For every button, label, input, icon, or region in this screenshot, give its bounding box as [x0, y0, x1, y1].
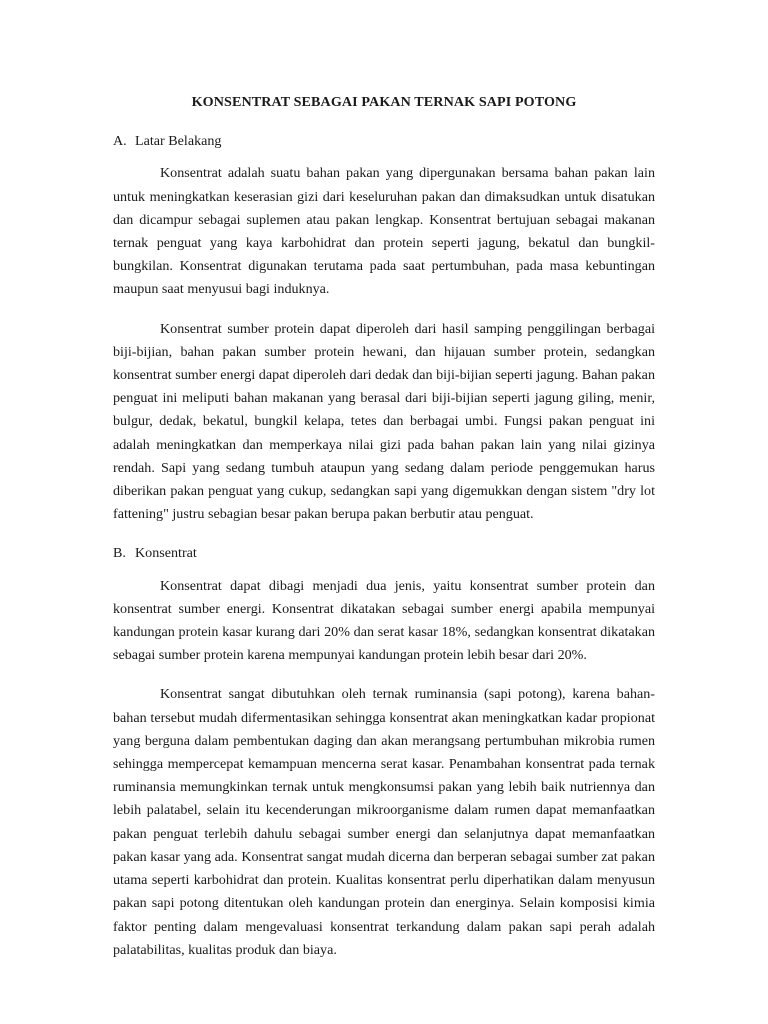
paragraph: Konsentrat adalah suatu bahan pakan yang dipergunakan bersama bahan pakan lain untuk meningkatkan keserasian gizi dari keseluruhan pakan dan dimaksudkan untuk disatukan dan dicampur sebagai suplemen atau pakan lengkap. Konsentrat bertujuan sebagai makanan ternak penguat yang kaya karbohidrat dan protein seperti jagung, bekatul dan bungkil-bungkilan. Konsentrat digunakan terutama pada saat pertumbuhan, pada masa kebuntingan maupun saat menyusui bagi induknya. — [113, 165, 655, 298]
paragraph: Konsentrat dapat dibagi menjadi dua jenis, yaitu konsentrat sumber protein dan konsentrat sumber energi. Konsentrat dikatakan sebagai sumber energi apabila mempunyai kandungan protein kasar kurang dari 20% dan serat kasar 18%, sedangkan konsentrat dikatakan sebagai sumber protein karena mempunyai kandungan protein lebih besar dari 20%. — [113, 577, 655, 664]
document-title: KONSENTRAT SEBAGAI PAKAN TERNAK SAPI POTONG — [191, 94, 577, 110]
document-body — [113, 91, 655, 962]
section-number: B. — [113, 545, 126, 562]
paragraph: Konsentrat sumber protein dapat diperoleh dari hasil samping penggilingan berbagai biji-bijian, bahan pakan sumber protein hewani, dan hijauan sumber protein, sedangkan konsentrat sumber energi dapat diperoleh dari dedak dan biji-bijian seperti jagung. Bahan pakan penguat ini meliputi bahan makanan yang berasal dari biji-bijian seperti jagung giling, menir, bulgur, dedak, bekatul, bungkil kelapa, tetes dan berbagai umbi. Fungsi pakan penguat ini adalah meningkatkan dan memperkaya nilai gizi pada bahan pakan lain yang nilai gizinya rendah. Sapi yang sedang tumbuh ataupun yang sedang dalam periode penggemukan harus diberikan pakan penguat yang cukup, sedangkan sapi yang digemukkan dengan sistem "dry lot fattening" justru sebagian besar pakan berupa pakan berbutir atau penguat. — [113, 320, 655, 523]
section-title: Konsentrat — [135, 545, 197, 562]
section-title: Latar Belakang — [135, 133, 222, 150]
section-heading-latar-belakang — [113, 130, 655, 153]
section-number: A. — [113, 133, 127, 150]
section-heading-konsentrat — [113, 542, 655, 565]
paragraph: Konsentrat sangat dibutuhkan oleh ternak ruminansia (sapi potong), karena bahan-bahan tersebut mudah difermentasikan sehingga konsentrat akan meningkatkan kadar propionat yang berguna dalam pembentukan daging dan akan merangsang pertumbuhan mikrobia rumen sehingga mempercepat kemampuan mencerna serat kasar. Penambahan konsentrat pada ternak ruminansia memungkinkan ternak untuk mengkonsumsi pakan yang lebih baik nutriennya dan lebih palatabel, selain itu kecenderungan mikroorganisme dalam rumen dapat memanfaatkan pakan penguat terlebih dahulu sebagai sumber energi dan selanjutnya dapat memanfaatkan pakan kasar yang ada. Konsentrat sangat mudah dicerna dan berperan sebagai sumber zat pakan utama seperti karbohidrat dan protein. Kualitas konsentrat perlu diperhatikan dalam menyusun pakan sapi potong ditentukan oleh kandungan protein dan energinya. Selain komposisi kimia faktor penting dalam mengevaluasi konsentrat terkandung dalam pakan sapi perah adalah palatabilitas, kualitas produk dan biaya. — [113, 686, 655, 958]
